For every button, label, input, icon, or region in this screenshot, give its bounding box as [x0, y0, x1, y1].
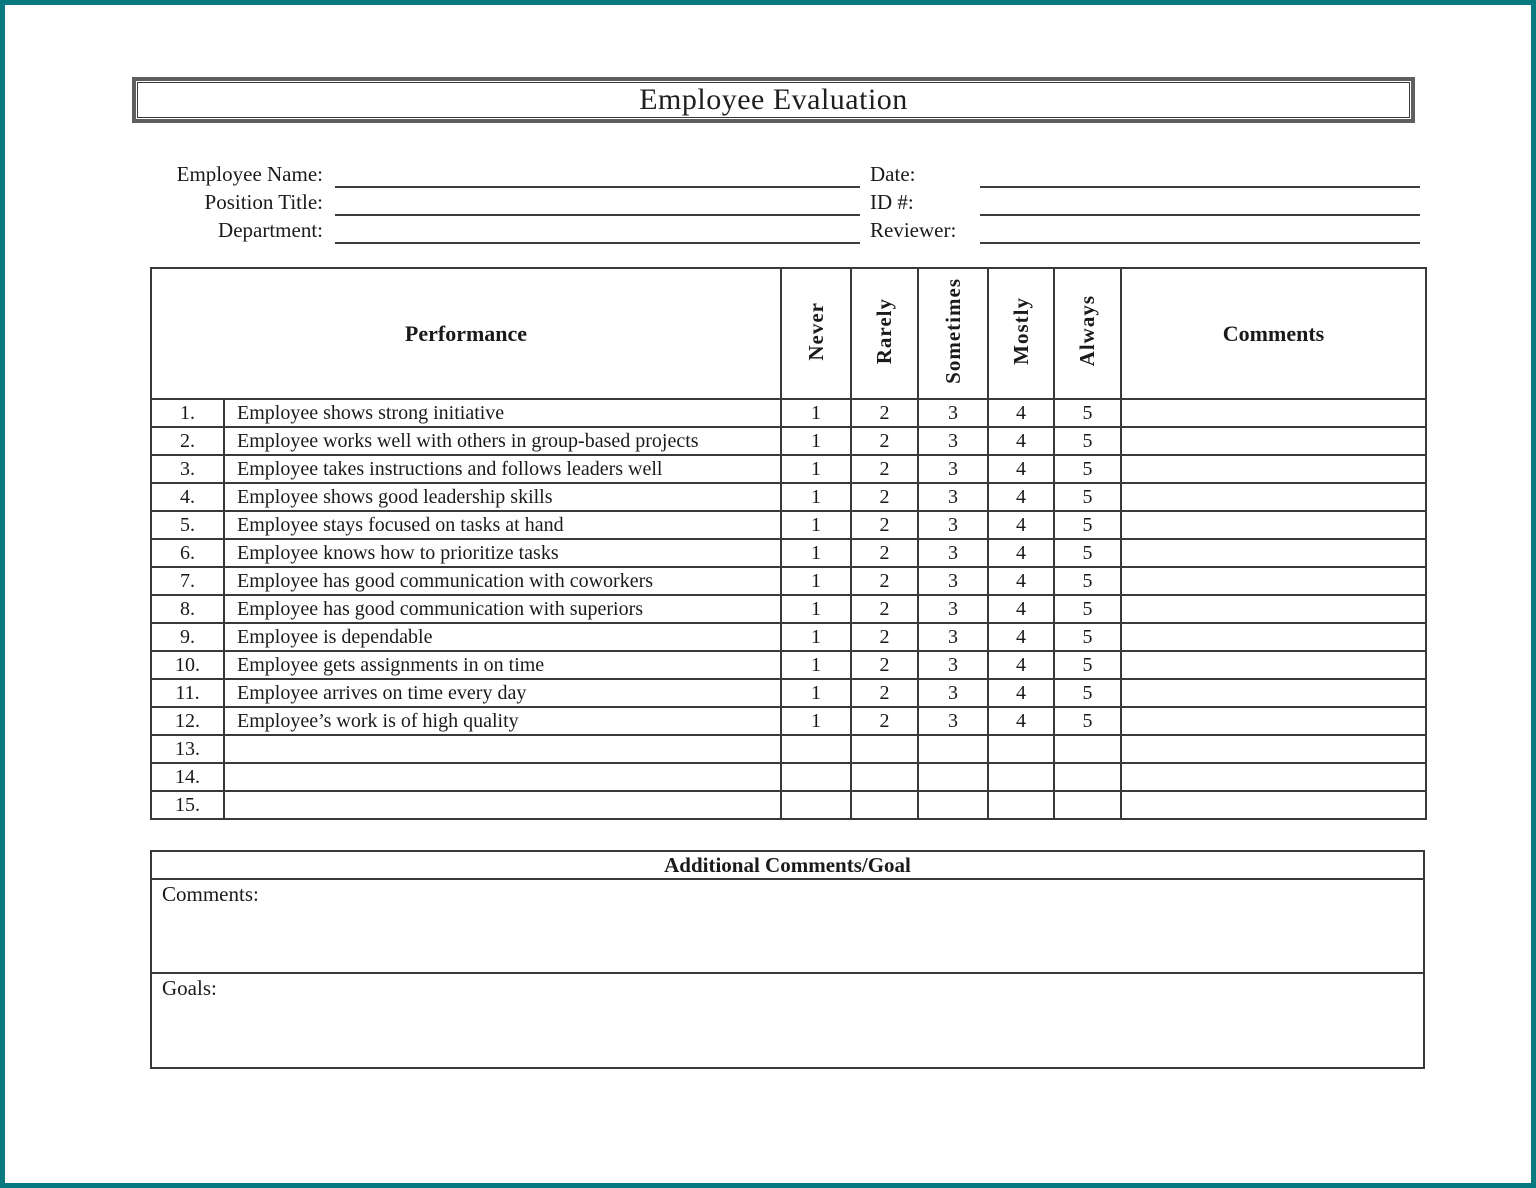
rating-cell[interactable]: 5 [1054, 511, 1121, 539]
performance-text: Employee takes instructions and follows leaders well [224, 455, 781, 483]
form-row-date [5, 160, 1536, 188]
rating-cell[interactable]: 3 [918, 679, 988, 707]
rating-cell[interactable]: 2 [851, 455, 918, 483]
additional-header: Additional Comments/Goal [152, 852, 1423, 880]
performance-text: Employee shows good leadership skills [224, 483, 781, 511]
table-header-row [151, 268, 1426, 399]
rating-cell[interactable]: 2 [851, 595, 918, 623]
header-comments: Comments [1121, 268, 1426, 399]
rating-cell[interactable]: 4 [988, 399, 1054, 427]
row-number: 4. [151, 483, 224, 511]
date-line[interactable] [980, 160, 1420, 188]
rating-cell[interactable]: 1 [781, 427, 851, 455]
rating-cell[interactable] [851, 791, 918, 819]
rating-cell[interactable]: 5 [1054, 539, 1121, 567]
comment-cell[interactable] [1121, 539, 1426, 567]
rating-cell[interactable]: 4 [988, 679, 1054, 707]
rating-cell[interactable] [1054, 763, 1121, 791]
rating-cell[interactable]: 2 [851, 679, 918, 707]
performance-table-body [151, 399, 1426, 819]
header-never: Never [781, 268, 851, 399]
comment-cell[interactable] [1121, 511, 1426, 539]
comment-cell[interactable] [1121, 735, 1426, 763]
rating-cell[interactable]: 5 [1054, 595, 1121, 623]
table-row [151, 735, 1426, 763]
rating-cell[interactable] [918, 791, 988, 819]
table-row [151, 399, 1426, 427]
rating-cell[interactable]: 5 [1054, 399, 1121, 427]
rating-cell[interactable]: 1 [781, 679, 851, 707]
rating-cell[interactable]: 1 [781, 595, 851, 623]
rating-cell[interactable]: 3 [918, 595, 988, 623]
row-number: 8. [151, 595, 224, 623]
row-number: 5. [151, 511, 224, 539]
table-row [151, 511, 1426, 539]
rating-cell[interactable]: 5 [1054, 483, 1121, 511]
rating-cell[interactable]: 5 [1054, 455, 1121, 483]
rating-cell[interactable]: 5 [1054, 651, 1121, 679]
header-mostly: Mostly [988, 268, 1054, 399]
rating-cell[interactable]: 3 [918, 707, 988, 735]
rating-cell[interactable]: 2 [851, 483, 918, 511]
rating-cell[interactable]: 3 [918, 651, 988, 679]
performance-text: Employee arrives on time every day [224, 679, 781, 707]
rating-cell[interactable] [988, 735, 1054, 763]
rating-cell[interactable]: 2 [851, 623, 918, 651]
header-always: Always [1054, 268, 1121, 399]
rating-cell[interactable]: 2 [851, 539, 918, 567]
rating-cell[interactable]: 4 [988, 623, 1054, 651]
comments-area[interactable] [152, 880, 1423, 974]
rating-cell[interactable]: 1 [781, 567, 851, 595]
page-title: Employee Evaluation [639, 83, 908, 116]
row-number: 2. [151, 427, 224, 455]
rating-cell[interactable]: 5 [1054, 679, 1121, 707]
rating-cell[interactable]: 2 [851, 707, 918, 735]
rating-cell[interactable]: 1 [781, 623, 851, 651]
date-label: Date: [870, 162, 916, 186]
rating-cell[interactable]: 4 [988, 567, 1054, 595]
performance-text: Employee has good communication with superiors [224, 595, 781, 623]
title-box [132, 77, 1415, 123]
additional-comments-box [150, 850, 1425, 1069]
rating-cell[interactable] [1054, 791, 1121, 819]
rating-cell[interactable]: 4 [988, 427, 1054, 455]
performance-text [224, 735, 781, 763]
rating-cell[interactable]: 2 [851, 399, 918, 427]
table-row [151, 623, 1426, 651]
performance-text [224, 791, 781, 819]
performance-table [150, 267, 1427, 820]
row-number: 11. [151, 679, 224, 707]
rating-cell[interactable] [851, 763, 918, 791]
form-row-reviewer [5, 216, 1536, 244]
rating-cell[interactable] [1054, 735, 1121, 763]
row-number: 3. [151, 455, 224, 483]
rating-cell[interactable] [918, 735, 988, 763]
comment-cell[interactable] [1121, 651, 1426, 679]
rating-cell[interactable]: 1 [781, 539, 851, 567]
rating-cell[interactable]: 4 [988, 651, 1054, 679]
rating-cell[interactable]: 4 [988, 455, 1054, 483]
table-row [151, 791, 1426, 819]
comment-cell[interactable] [1121, 707, 1426, 735]
comment-cell[interactable] [1121, 679, 1426, 707]
id-line[interactable] [980, 188, 1420, 216]
rating-cell[interactable]: 3 [918, 567, 988, 595]
rating-cell[interactable]: 1 [781, 483, 851, 511]
rating-cell[interactable]: 5 [1054, 707, 1121, 735]
department-label: Department: [218, 218, 323, 242]
comment-cell[interactable] [1121, 483, 1426, 511]
comment-cell[interactable] [1121, 791, 1426, 819]
position-title-label: Position Title: [204, 190, 323, 214]
rating-cell[interactable]: 3 [918, 539, 988, 567]
table-row [151, 763, 1426, 791]
row-number: 14. [151, 763, 224, 791]
rating-cell[interactable]: 4 [988, 595, 1054, 623]
rating-cell[interactable]: 2 [851, 511, 918, 539]
rating-cell[interactable] [918, 763, 988, 791]
rating-cell[interactable]: 1 [781, 455, 851, 483]
rating-cell[interactable] [988, 763, 1054, 791]
performance-text: Employee is dependable [224, 623, 781, 651]
performance-text: Employee shows strong initiative [224, 399, 781, 427]
rating-cell[interactable]: 4 [988, 539, 1054, 567]
reviewer-label: Reviewer: [870, 218, 957, 242]
performance-text: Employee works well with others in group-based projects [224, 427, 781, 455]
performance-text: Employee’s work is of high quality [224, 707, 781, 735]
rating-cell[interactable]: 2 [851, 651, 918, 679]
goals-area[interactable] [152, 974, 1423, 1065]
comment-cell[interactable] [1121, 595, 1426, 623]
performance-text: Employee knows how to prioritize tasks [224, 539, 781, 567]
rating-cell[interactable]: 3 [918, 399, 988, 427]
table-row [151, 651, 1426, 679]
table-row [151, 483, 1426, 511]
rating-cell[interactable]: 4 [988, 707, 1054, 735]
rating-cell[interactable]: 3 [918, 455, 988, 483]
row-number: 9. [151, 623, 224, 651]
goals-label: Goals: [162, 976, 217, 1000]
comment-cell[interactable] [1121, 427, 1426, 455]
rating-cell[interactable] [988, 791, 1054, 819]
row-number: 12. [151, 707, 224, 735]
row-number: 15. [151, 791, 224, 819]
row-number: 6. [151, 539, 224, 567]
row-number: 13. [151, 735, 224, 763]
table-row [151, 427, 1426, 455]
rating-cell[interactable]: 3 [918, 623, 988, 651]
row-number: 7. [151, 567, 224, 595]
rating-cell[interactable]: 2 [851, 567, 918, 595]
rating-cell[interactable]: 4 [988, 511, 1054, 539]
performance-text: Employee stays focused on tasks at hand [224, 511, 781, 539]
rating-cell[interactable]: 5 [1054, 623, 1121, 651]
rating-cell[interactable] [851, 735, 918, 763]
rating-cell[interactable] [781, 791, 851, 819]
header-performance: Performance [151, 268, 781, 399]
rating-cell[interactable]: 1 [781, 399, 851, 427]
rating-cell[interactable]: 1 [781, 651, 851, 679]
performance-text [224, 763, 781, 791]
table-row [151, 707, 1426, 735]
rating-cell[interactable]: 5 [1054, 427, 1121, 455]
performance-text: Employee has good communication with coworkers [224, 567, 781, 595]
rating-cell[interactable]: 3 [918, 511, 988, 539]
comment-cell[interactable] [1121, 455, 1426, 483]
reviewer-line[interactable] [980, 216, 1420, 244]
id-label: ID #: [870, 190, 914, 214]
comment-cell[interactable] [1121, 763, 1426, 791]
rating-cell[interactable]: 3 [918, 427, 988, 455]
table-row [151, 679, 1426, 707]
rating-cell[interactable]: 1 [781, 511, 851, 539]
row-number: 10. [151, 651, 224, 679]
row-number: 1. [151, 399, 224, 427]
rating-cell[interactable] [781, 735, 851, 763]
table-row [151, 567, 1426, 595]
title-box-inner [137, 82, 1410, 118]
rating-cell[interactable]: 5 [1054, 567, 1121, 595]
rating-cell[interactable]: 3 [918, 483, 988, 511]
table-row [151, 539, 1426, 567]
comments-label: Comments: [162, 882, 259, 906]
header-rarely: Rarely [851, 268, 918, 399]
performance-text: Employee gets assignments in on time [224, 651, 781, 679]
rating-cell[interactable] [781, 763, 851, 791]
header-sometimes: Sometimes [918, 268, 988, 399]
rating-cell[interactable]: 1 [781, 707, 851, 735]
rating-cell[interactable]: 4 [988, 483, 1054, 511]
table-row [151, 595, 1426, 623]
comment-cell[interactable] [1121, 623, 1426, 651]
employee-name-label: Employee Name: [176, 162, 323, 186]
form-row-id [5, 188, 1536, 216]
comment-cell[interactable] [1121, 567, 1426, 595]
table-row [151, 455, 1426, 483]
rating-cell[interactable]: 2 [851, 427, 918, 455]
comment-cell[interactable] [1121, 399, 1426, 427]
